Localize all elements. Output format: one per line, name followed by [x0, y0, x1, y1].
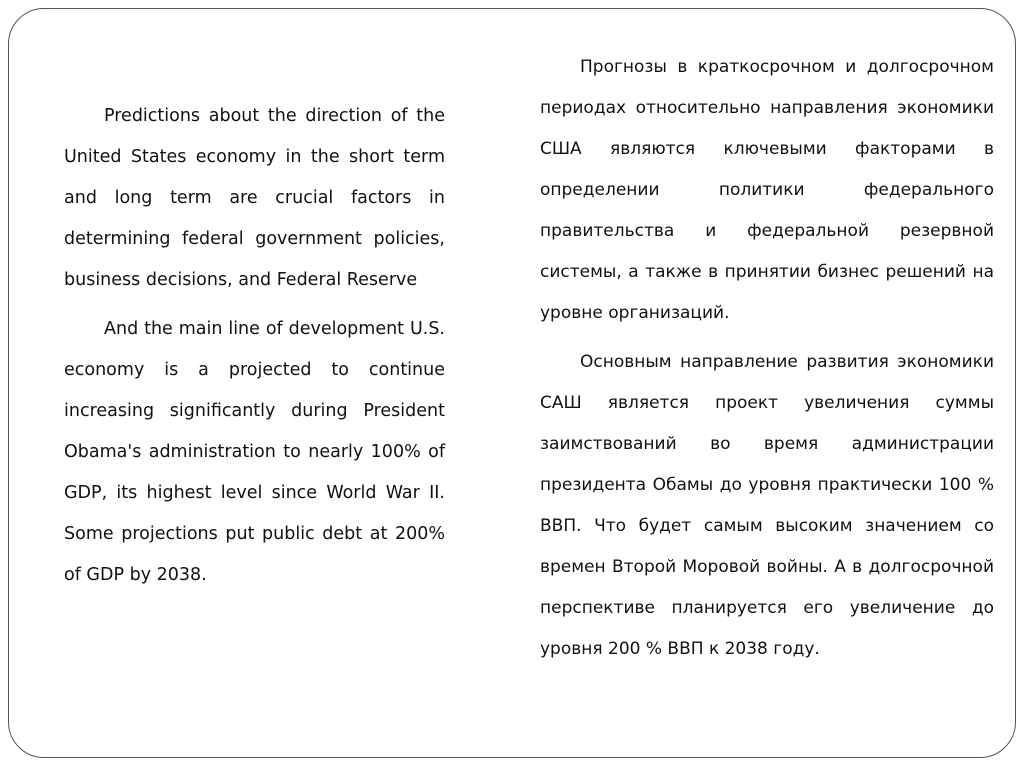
russian-paragraph-debt: Основным направление развития экономики САШ является проект увеличения суммы заимствований во время администрации президента Обамы до уровня практически 100 % ВВП. Что будет самым высоким значением со времен Второй Моровой войны. А в долгосрочной перспективе планируется его увеличение до уровня 200 % ВВП к 2038 году. — [540, 352, 994, 659]
russian-paragraph-forecasts: Прогнозы в краткосрочном и долгосрочном периодах относительно направления экономики США являются ключевыми факторами в определении политики федерального правительства и федеральной резервной системы, а также в принятии бизнес решений на уровне организаций. — [540, 57, 994, 323]
slide-frame — [8, 8, 1016, 758]
english-paragraph-forecasts: Predictions about the direction of the United States economy in the short term and long term are crucial factors in determining federal government policies, business decisions, and Federal Reserve — [64, 106, 445, 290]
english-paragraph-debt: And the main line of development U.S. economy is a projected to continue increasing significantly during President Obama's administration to nearly 100% of GDP, its highest level since World War II. Some projections put public debt at 200% of GDP by 2038. — [64, 319, 445, 585]
english-text-column — [64, 96, 445, 596]
russian-text-column — [540, 47, 994, 670]
